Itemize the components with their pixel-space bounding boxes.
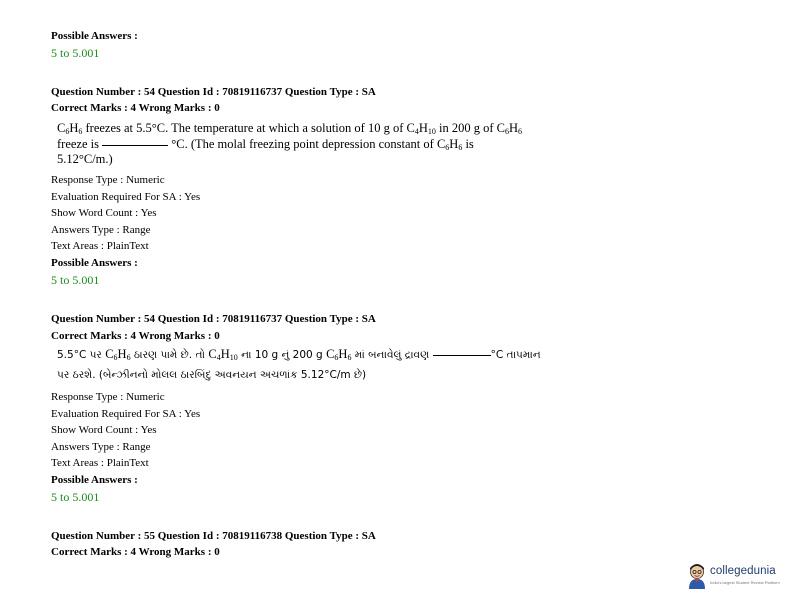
formula-benzene: $C_6H_6$ bbox=[496, 121, 522, 136]
question-header: Question Number : 54 Question Id : 70819116737 Question Type : SA bbox=[51, 86, 376, 98]
marks-line: Correct Marks : 4 Wrong Marks : 0 bbox=[51, 546, 220, 558]
possible-answer-value: 5 to 5.001 bbox=[51, 490, 100, 504]
answer-blank bbox=[102, 145, 168, 146]
question-header: Question Number : 54 Question Id : 70819116737 Question Type : SA bbox=[51, 313, 376, 325]
possible-answer-value: 5 to 5.001 bbox=[51, 273, 100, 287]
possible-answers-label: Possible Answers : bbox=[51, 474, 138, 486]
evaluation-required: Evaluation Required For SA : Yes bbox=[51, 191, 201, 203]
text-areas: Text Areas : PlainText bbox=[51, 240, 149, 252]
response-type: Response Type : Numeric bbox=[51, 391, 165, 403]
answer-blank bbox=[433, 355, 491, 356]
marks-line: Correct Marks : 4 Wrong Marks : 0 bbox=[51, 330, 220, 342]
question-text-english: $C_6H_6$ freezes at 5.5°C. The temperature at which a solution of 10 g of $C_4H_{10}$ in 200 g of $C_6H_6$ bbox=[57, 121, 522, 136]
marks-line: Correct Marks : 4 Wrong Marks : 0 bbox=[51, 102, 220, 114]
possible-answer-value: 5 to 5.001 bbox=[51, 46, 100, 60]
collegedunia-logo[interactable] bbox=[686, 563, 786, 591]
logo-tagline: India's largest Student Review Platform bbox=[710, 580, 780, 585]
question-text-line3: 5.12°C/m.) bbox=[57, 152, 113, 166]
text-areas: Text Areas : PlainText bbox=[51, 457, 149, 469]
formula-benzene: $C_6H_6$ bbox=[326, 347, 352, 362]
question-header: Question Number : 55 Question Id : 70819116738 Question Type : SA bbox=[51, 530, 376, 542]
question-text-gujarati-line2: પર ઠરશે. (બેન્ઝીનનો મોલલ ઠારબિંદુ અવનયન અચળાંક 5.12°C/m છે) bbox=[57, 369, 367, 381]
logo-wordmark: collegedunia bbox=[710, 565, 776, 577]
possible-answers-label: Possible Answers : bbox=[51, 30, 138, 42]
formula-benzene: $C_6H_6$ bbox=[436, 137, 463, 152]
response-type: Response Type : Numeric bbox=[51, 174, 165, 186]
show-word-count: Show Word Count : Yes bbox=[51, 424, 157, 436]
formula-butane: $C_4H_{10}$ bbox=[208, 347, 238, 362]
show-word-count: Show Word Count : Yes bbox=[51, 207, 157, 219]
formula-butane: $C_4H_{10}$ bbox=[406, 121, 436, 136]
answers-type: Answers Type : Range bbox=[51, 441, 151, 453]
formula-benzene: $C_6H_6$ bbox=[105, 347, 131, 362]
question-text-line2: freeze is °C. (The molal freezing point depression constant of $C_6H_6$ is bbox=[57, 137, 474, 152]
formula-benzene: $C_6H_6$ bbox=[57, 121, 83, 136]
student-mascot-icon bbox=[686, 563, 708, 589]
possible-answers-label: Possible Answers : bbox=[51, 257, 138, 269]
evaluation-required: Evaluation Required For SA : Yes bbox=[51, 408, 201, 420]
answers-type: Answers Type : Range bbox=[51, 224, 151, 236]
question-text-gujarati: 5.5°C પર $C_6H_6$ ઠારણ પામે છે. તો $C_4H_{10}$ ના 10 g નું 200 g $C_6H_6$ માં બનાવેલું દ્રાવણ °C તાપમાન bbox=[57, 347, 541, 362]
